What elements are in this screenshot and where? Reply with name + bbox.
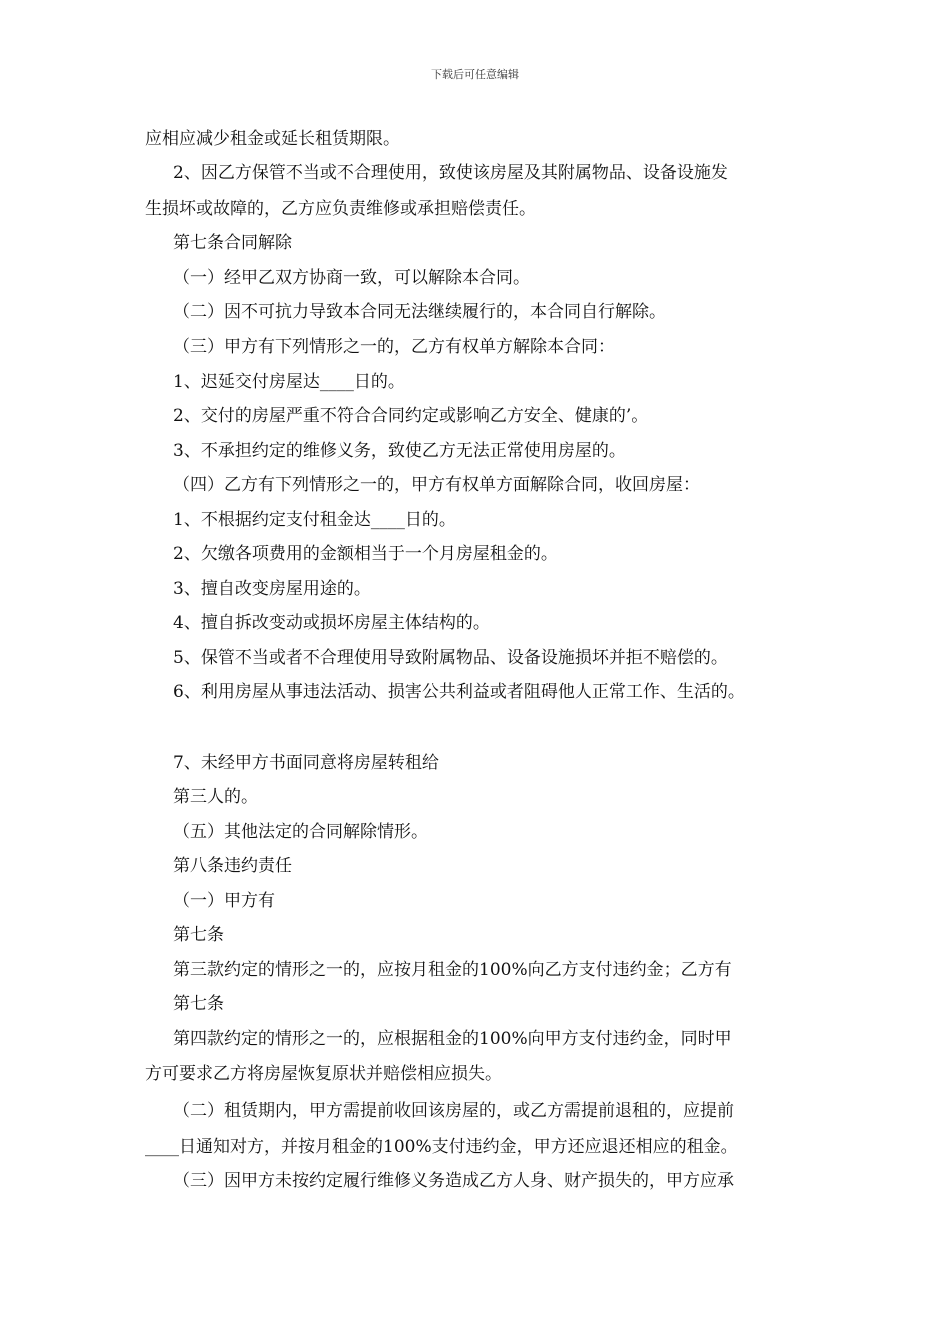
section-heading: 第七条合同解除 bbox=[173, 233, 292, 253]
paragraph-line: 4、擅自拆改变动或损坏房屋主体结构的。 bbox=[173, 613, 490, 633]
paragraph-line: 2、欠缴各项费用的金额相当于一个月房屋租金的。 bbox=[173, 544, 558, 564]
paragraph-line: 第三人的。 bbox=[173, 787, 258, 807]
paragraph-line: 方可要求乙方将房屋恢复原状并赔偿相应损失。 bbox=[145, 1064, 502, 1084]
paragraph-line: 生损坏或故障的，乙方应负责维修或承担赔偿责任。 bbox=[145, 199, 536, 219]
paragraph-line: 第七条 bbox=[173, 994, 224, 1014]
paragraph-line: 2、因乙方保管不当或不合理使用，致使该房屋及其附属物品、设备设施发 bbox=[173, 163, 728, 183]
paragraph-line: （二）因不可抗力导致本合同无法继续履行的，本合同自行解除。 bbox=[173, 302, 666, 322]
page-header: 下载后可任意编辑 bbox=[431, 68, 519, 81]
paragraph-line: （一）甲方有 bbox=[173, 891, 275, 911]
paragraph-line: （四）乙方有下列情形之一的，甲方有权单方面解除合同，收回房屋： bbox=[173, 475, 700, 495]
paragraph-line: （一）经甲乙双方协商一致，可以解除本合同。 bbox=[173, 268, 530, 288]
paragraph-line: ____日通知对方，并按月租金的100%支付违约金，甲方还应退还相应的租金。 bbox=[145, 1137, 738, 1157]
section-heading: 第八条违约责任 bbox=[173, 856, 292, 876]
paragraph-line: 5、保管不当或者不合理使用导致附属物品、设备设施损坏并拒不赔偿的。 bbox=[173, 648, 728, 668]
paragraph-line: （三）因甲方未按约定履行维修义务造成乙方人身、财产损失的，甲方应承 bbox=[173, 1171, 734, 1191]
paragraph-line: 1、迟延交付房屋达____日的。 bbox=[173, 372, 405, 392]
paragraph-line: 2、交付的房屋严重不符合合同约定或影响乙方安全、健康的’。 bbox=[173, 406, 649, 426]
paragraph-line: 3、擅自改变房屋用途的。 bbox=[173, 579, 371, 599]
paragraph-line: 7、未经甲方书面同意将房屋转租给 bbox=[173, 753, 439, 773]
paragraph-line: （五）其他法定的合同解除情形。 bbox=[173, 822, 428, 842]
paragraph-line: 第四款约定的情形之一的，应根据租金的100%向甲方支付违约金，同时甲 bbox=[173, 1029, 732, 1049]
paragraph-line: （二）租赁期内，甲方需提前收回该房屋的，或乙方需提前退租的，应提前 bbox=[173, 1101, 734, 1121]
paragraph-line: 第七条 bbox=[173, 925, 224, 945]
paragraph-line: 6、利用房屋从事违法活动、损害公共利益或者阻碍他人正常工作、生活的。 bbox=[173, 682, 745, 702]
paragraph-line: 1、不根据约定支付租金达____日的。 bbox=[173, 510, 456, 530]
paragraph-line: 应相应减少租金或延长租赁期限。 bbox=[145, 129, 400, 149]
paragraph-line: 3、不承担约定的维修义务，致使乙方无法正常使用房屋的。 bbox=[173, 441, 626, 461]
paragraph-line: （三）甲方有下列情形之一的，乙方有权单方解除本合同： bbox=[173, 337, 615, 357]
paragraph-line: 第三款约定的情形之一的，应按月租金的100%向乙方支付违约金；乙方有 bbox=[173, 960, 732, 980]
